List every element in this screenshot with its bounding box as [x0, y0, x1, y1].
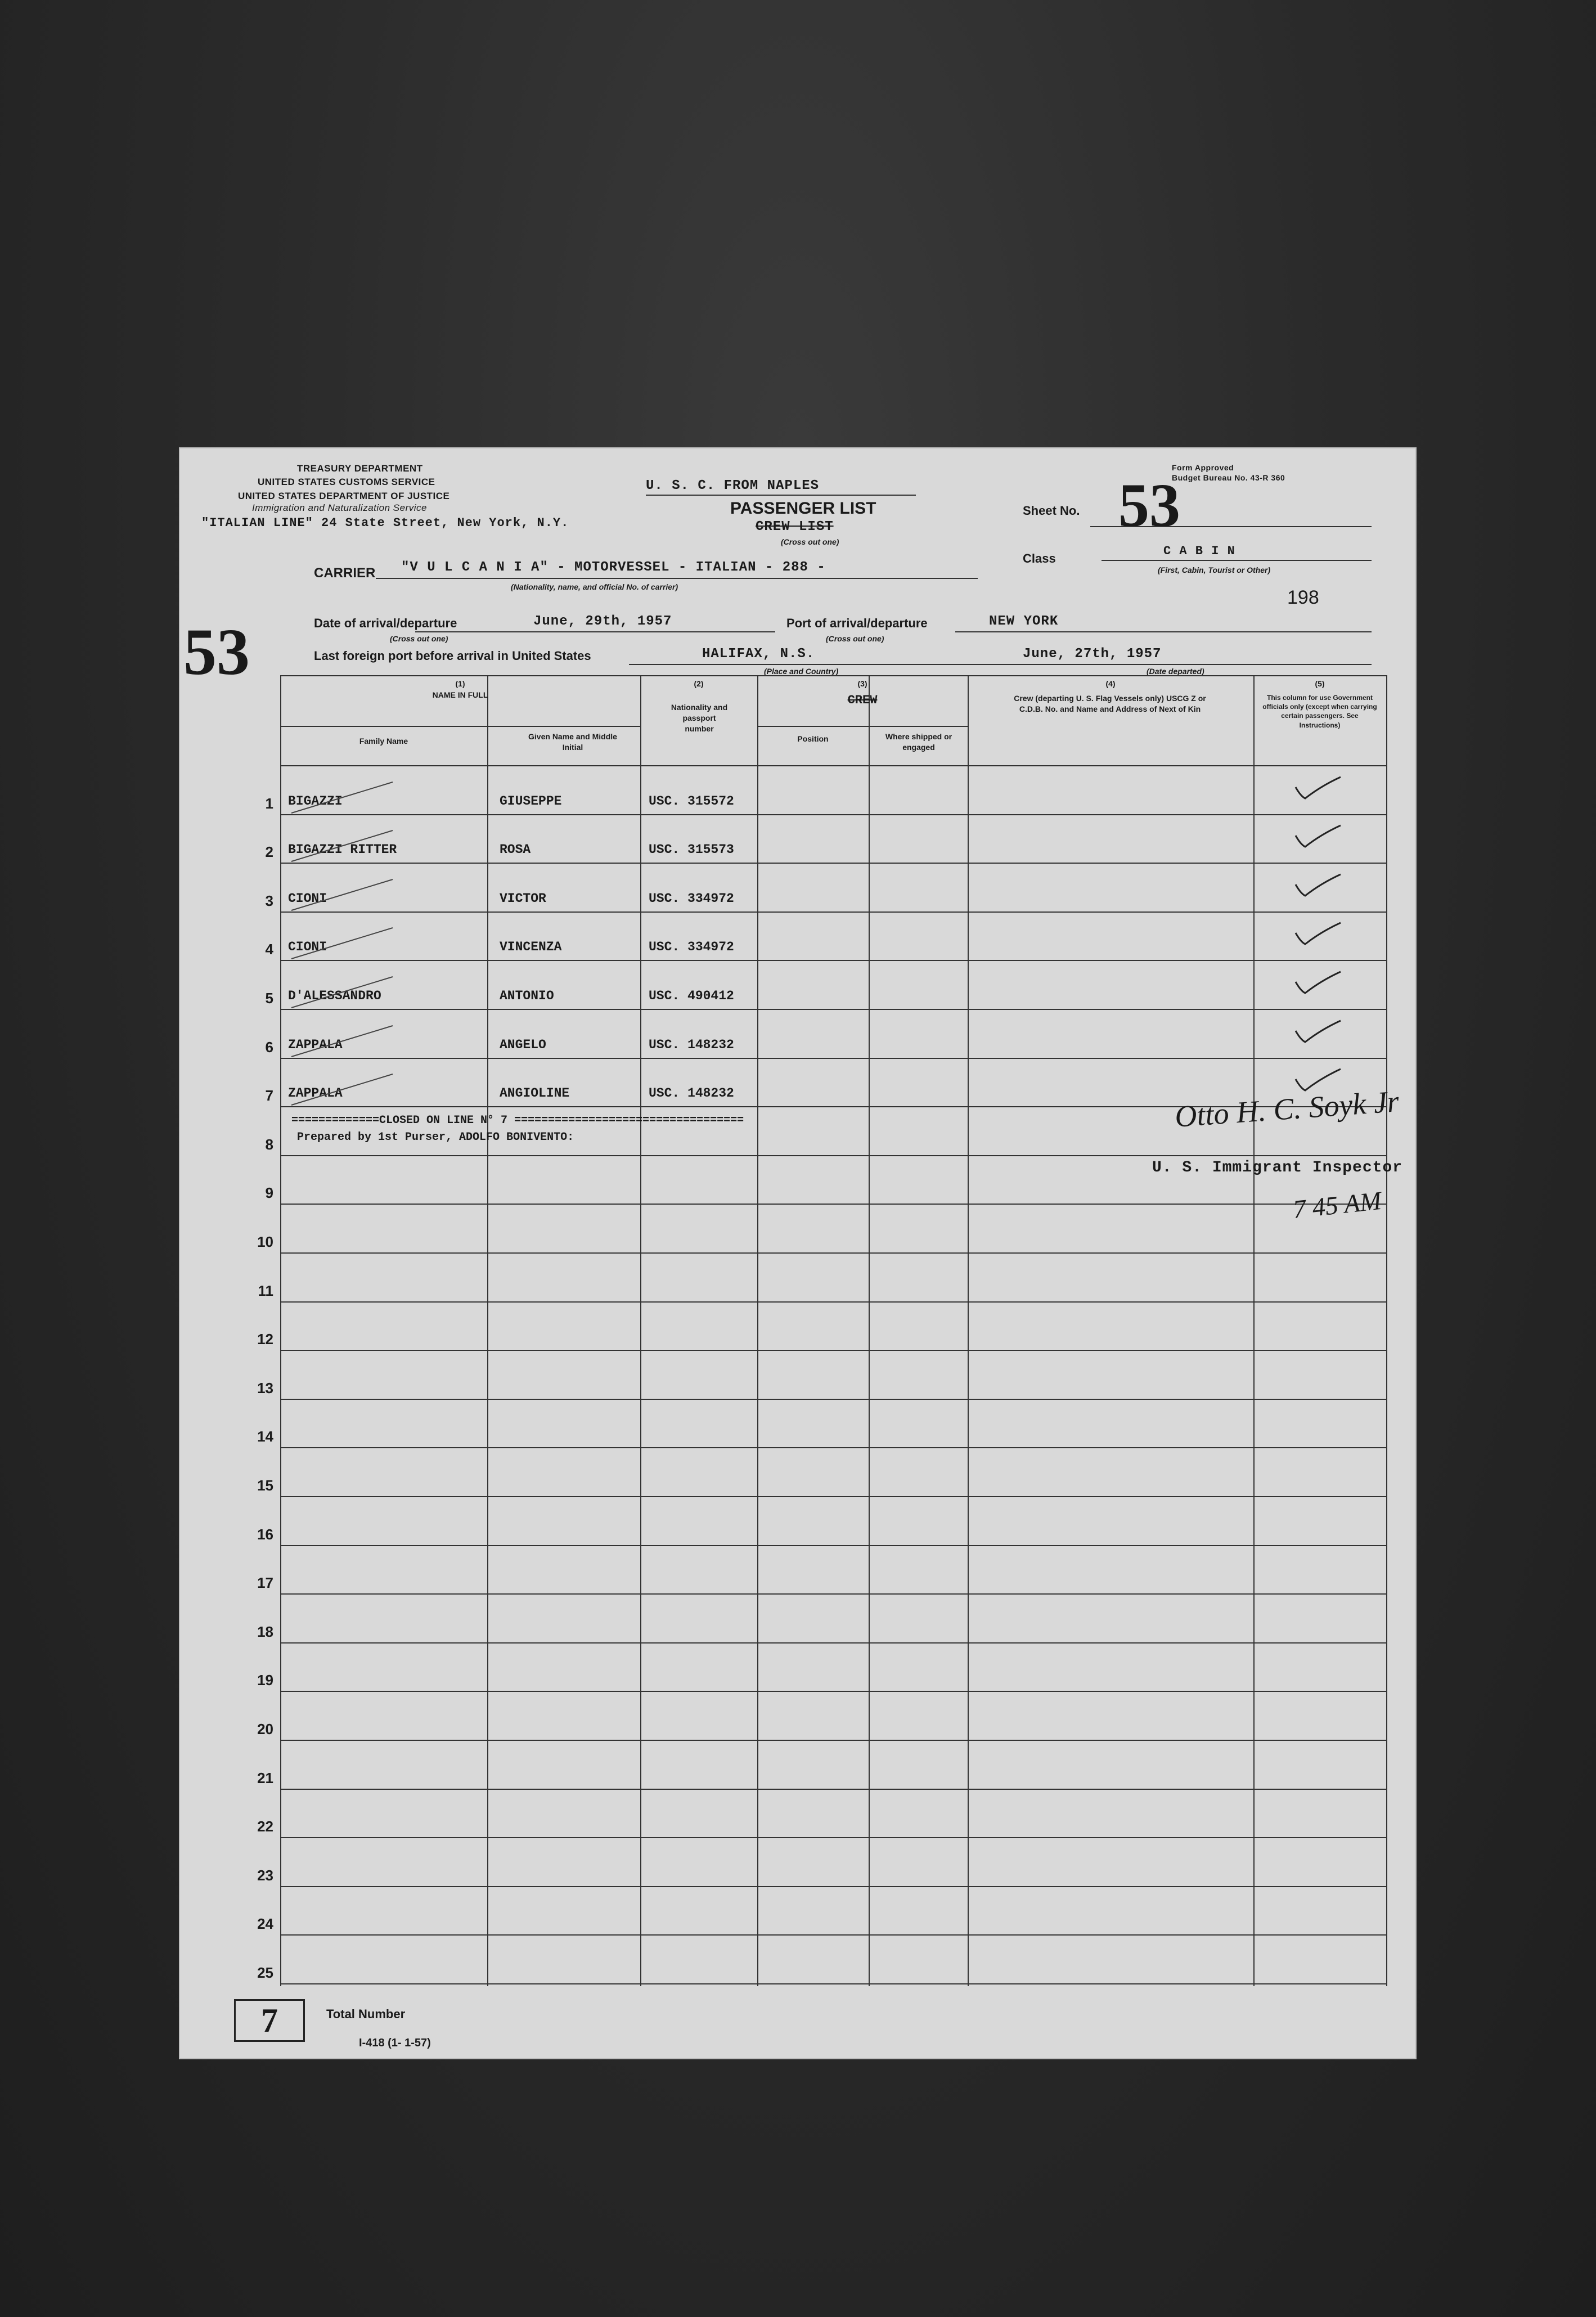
inspector-signature: Otto H. C. Soyk Jr [1174, 1084, 1400, 1134]
route-line: U. S. C. FROM NAPLES [646, 478, 820, 493]
row-number: 25 [257, 1964, 273, 1981]
passport-cell: USC. 490412 [649, 989, 734, 1003]
prepared-by: Prepared by 1st Purser, ADOLFO BONIVENTO: [297, 1131, 574, 1144]
row-divider [280, 1496, 1387, 1497]
family-name-cell: BIGAZZI RITTER [288, 842, 397, 857]
customs-line: UNITED STATES CUSTOMS SERVICE [258, 477, 435, 487]
given-name-cell: ROSA [500, 842, 531, 857]
row-number: 10 [257, 1233, 273, 1250]
row-number: 14 [257, 1428, 273, 1445]
sheet-stamp-53: 53 [183, 615, 250, 689]
passport-cell: USC. 315573 [649, 842, 734, 857]
row-number: 22 [257, 1818, 273, 1835]
date-departed-hint: (Date departed) [1147, 667, 1204, 676]
pencil-mark-icon [286, 974, 398, 1013]
given-name-cell: ANTONIO [500, 989, 554, 1003]
passport-cell: USC. 148232 [649, 1086, 734, 1101]
port-label: Port of arrival/departure [786, 616, 928, 630]
form-number: I-418 (1- 1-57) [359, 2037, 431, 2049]
treasury-line: TREASURY DEPARTMENT [297, 463, 423, 474]
crewlist-struck: CREW LIST [756, 519, 834, 535]
stamp-198: 198 [1287, 587, 1319, 608]
passport-cell: USC. 334972 [649, 940, 734, 955]
family-name-cell: BIGAZZI [288, 793, 343, 809]
pencil-mark-icon [286, 779, 398, 819]
last-port-value: HALIFAX, N.S. [702, 646, 815, 662]
row-number: 24 [257, 1915, 273, 1933]
col5-title: This column for use Government officials only (except when carrying certain passengers. See Instructions) [1262, 694, 1377, 729]
total-number-box: 7 [234, 1999, 305, 2042]
passenger-list-form [179, 447, 1417, 2059]
checkmark-icon [1293, 969, 1343, 998]
row-divider [280, 1789, 1387, 1790]
checkmark-icon [1293, 920, 1343, 949]
checkmark-icon [1293, 1018, 1343, 1047]
row-divider [280, 1058, 1387, 1059]
checkmark-icon [1293, 872, 1343, 900]
class-value: C A B I N [1163, 544, 1235, 558]
given-name-cell: ANGELO [500, 1037, 546, 1052]
family-name-cell: ZAPPALA [288, 1037, 343, 1052]
given-name-cell: GIUSEPPE [500, 793, 562, 809]
sheet-no-label: Sheet No. [1023, 504, 1080, 518]
row-number: 7 [265, 1087, 273, 1104]
given-name-cell: VINCENZA [500, 940, 562, 955]
pencil-mark-icon [286, 1071, 398, 1111]
given-name-cell: VICTOR [500, 891, 546, 906]
col1a-title: Family Name [359, 737, 408, 746]
row-number: 12 [257, 1331, 273, 1348]
row-divider [280, 1593, 1387, 1595]
row-divider [280, 1204, 1387, 1205]
total-number-label: Total Number [326, 2007, 406, 2021]
family-name-cell: CIONI [288, 940, 327, 955]
time-note: 7 45 AM [1291, 1186, 1383, 1224]
port-crossout: (Cross out one) [826, 634, 884, 643]
row-divider [280, 1740, 1387, 1741]
last-port-label: Last foreign port before arrival in United States [314, 649, 591, 663]
arrival-date-value: June, 29th, 1957 [533, 614, 672, 629]
row-number: 20 [257, 1721, 273, 1737]
row-divider [280, 1252, 1387, 1254]
form-approved: Form Approved [1172, 463, 1234, 472]
col3a-title: Position [797, 734, 829, 743]
passenger-table [257, 675, 1387, 1995]
class-hint: (First, Cabin, Tourist or Other) [1158, 565, 1271, 574]
checkmark-icon [1293, 823, 1343, 851]
col3-title: CREW [847, 693, 878, 707]
pencil-mark-icon [286, 877, 398, 916]
row-divider [280, 960, 1387, 961]
row-divider [280, 1691, 1387, 1692]
row-number: 6 [265, 1038, 273, 1056]
class-label: Class [1023, 551, 1056, 565]
passport-cell: USC. 315572 [649, 793, 734, 809]
row-number: 15 [257, 1477, 273, 1494]
checkmark-icon [1293, 775, 1343, 803]
justice-line: UNITED STATES DEPARTMENT OF JUSTICE [238, 491, 450, 501]
row-number: 18 [257, 1623, 273, 1640]
passport-cell: USC. 148232 [649, 1037, 734, 1052]
pencil-mark-icon [286, 1023, 398, 1062]
row-divider [280, 863, 1387, 864]
col2-number: (2) [694, 679, 704, 688]
col4-title: Crew (departing U. S. Flag Vessels only) USCG Z or C.D.B. No. and Name and Address of Next of Kin [1014, 694, 1206, 713]
row-number: 21 [257, 1769, 273, 1786]
col1b-title: Given Name and Middle Initial [528, 732, 617, 752]
family-name-cell: D'ALESSANDRO [288, 989, 381, 1003]
row-divider [280, 1642, 1387, 1644]
col1-number: (1) [455, 679, 465, 688]
row-number: 1 [265, 794, 273, 812]
row-number: 2 [265, 843, 273, 861]
budget-bureau: Budget Bureau No. 43-R 360 [1172, 473, 1285, 482]
arrival-crossout: (Cross out one) [390, 634, 448, 643]
passport-cell: USC. 334972 [649, 891, 734, 906]
place-hint: (Place and Country) [764, 667, 839, 676]
row-divider [280, 1983, 1387, 1984]
row-divider [280, 911, 1387, 913]
row-divider [280, 1886, 1387, 1887]
row-number: 9 [265, 1184, 273, 1202]
row-number: 3 [265, 892, 273, 909]
crossout-hint: (Cross out one) [781, 537, 839, 546]
row-divider [280, 1447, 1387, 1448]
row-number: 11 [258, 1282, 273, 1299]
col2-title: Nationality and passport number [671, 703, 728, 733]
agent-stamp: "ITALIAN LINE" 24 State Street, New York, N.Y. [201, 516, 569, 530]
row-number: 5 [265, 990, 273, 1007]
date-departed-value: June, 27th, 1957 [1023, 646, 1162, 662]
row-number: 16 [257, 1525, 273, 1543]
row-divider [280, 1301, 1387, 1303]
carrier-hint: (Nationality, name, and official No. of carrier) [511, 582, 678, 591]
family-name-cell: ZAPPALA [288, 1086, 343, 1101]
row-divider [280, 1009, 1387, 1010]
form-title: PASSENGER LIST [730, 499, 876, 518]
row-number: 19 [257, 1672, 273, 1689]
col3-number: (3) [857, 679, 867, 688]
col1-title: NAME IN FULL [432, 690, 488, 699]
row-number: 13 [257, 1379, 273, 1397]
row-divider [280, 1155, 1387, 1156]
row-number: 17 [257, 1574, 273, 1592]
pencil-mark-icon [286, 828, 398, 867]
row-number: 23 [257, 1866, 273, 1884]
col5-number: (5) [1315, 679, 1325, 688]
carrier-value: "V U L C A N I A" - MOTORVESSEL - ITALIAN - 288 - [401, 560, 826, 575]
port-value: NEW YORK [989, 614, 1059, 629]
carrier-label: CARRIER [314, 565, 376, 581]
arrival-date-label: Date of arrival/departure [314, 616, 457, 630]
sheet-number: 53 [1118, 471, 1180, 540]
row-divider [280, 1350, 1387, 1351]
row-number: 8 [265, 1135, 273, 1153]
row-divider [280, 1545, 1387, 1546]
row-divider [280, 814, 1387, 815]
row-divider [280, 1837, 1387, 1838]
closed-on-line: =============CLOSED ON LINE N° 7 ================================== [291, 1114, 744, 1127]
col4-number: (4) [1105, 679, 1116, 688]
row-divider [280, 1399, 1387, 1400]
inspector-title: U. S. Immigrant Inspector [1152, 1159, 1403, 1177]
ins-line: Immigration and Naturalization Service [252, 502, 427, 513]
row-divider [280, 1934, 1387, 1936]
col3b-title: Where shipped or engaged [885, 732, 952, 752]
row-number: 4 [265, 941, 273, 958]
family-name-cell: CIONI [288, 891, 327, 906]
pencil-mark-icon [286, 925, 398, 964]
given-name-cell: ANGIOLINE [500, 1086, 570, 1101]
